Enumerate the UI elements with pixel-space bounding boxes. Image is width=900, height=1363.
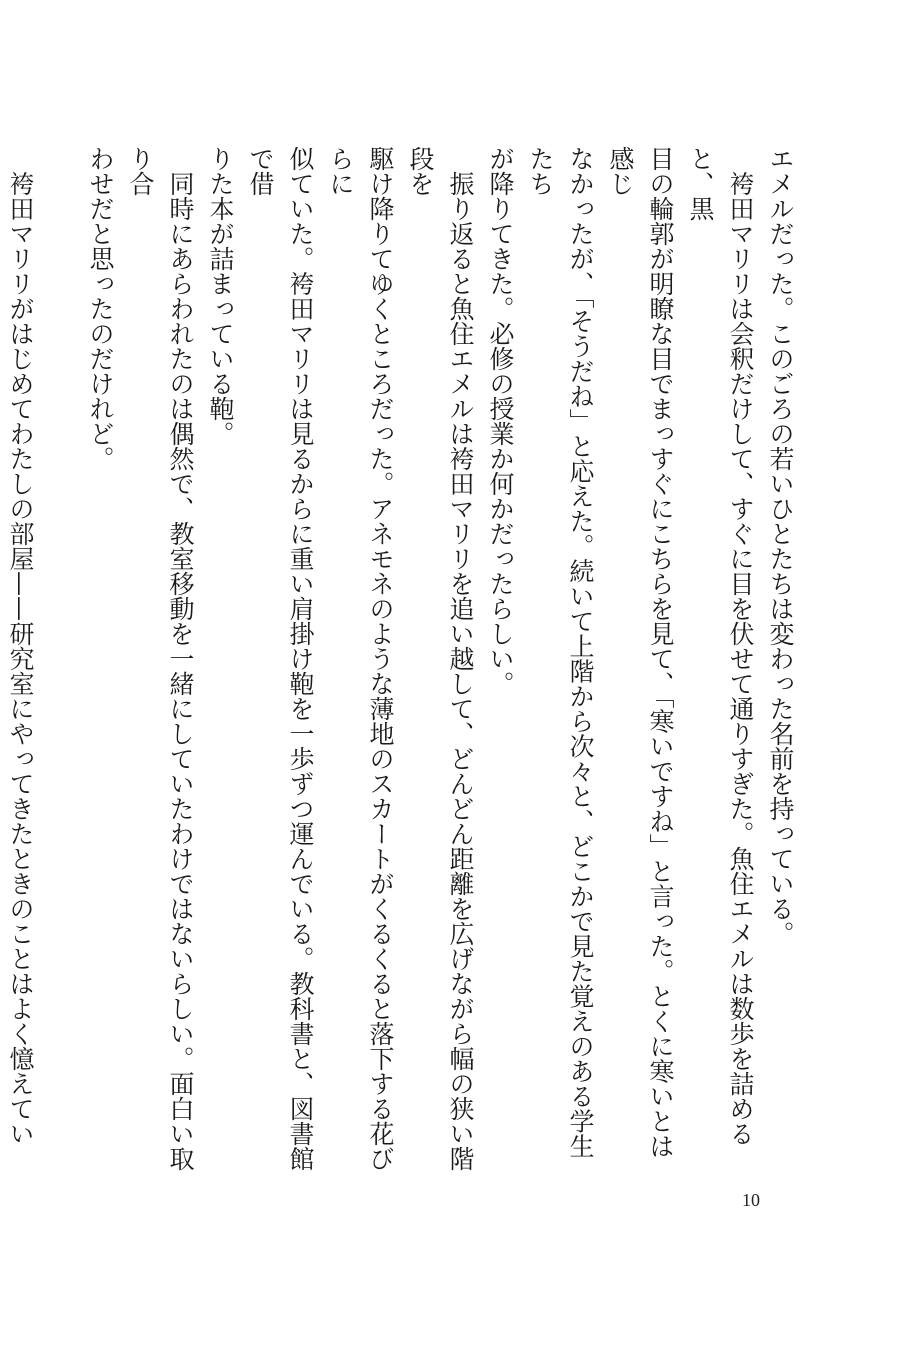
section-gap <box>40 146 80 1176</box>
text-line-8: 似ていた。袴田マリリは見るからに重い肩掛け鞄を一歩ずつ運んでいる。教科書と、図書館で借 <box>246 146 315 1171</box>
text-line-2: 袴田マリリは会釈だけして、すぐに目を伏せて通りすぎた。魚住エメルは数歩を詰めると、黒 <box>686 146 755 1146</box>
text-line-9: りた本が詰まっている鞄。 <box>206 146 235 446</box>
text-line-1: エメルだった。このごろの若いひとたちは変わった名前を持っている。 <box>766 146 795 946</box>
text-line-7: 駆け降りてゆくところだった。アネモネのような薄地のスカートがくるくると落下する花びらに <box>326 146 395 1171</box>
text-line-4: なかったが、「そうだね」と応えた。続いて上階から次々と、どこかで見た覚えのある学生たち <box>526 146 595 1159</box>
text-line-10: 同時にあらわれたのは偶然で、教室移動を一緒にしていたわけではないらしい。面白い取り合 <box>126 146 195 1171</box>
text-line-12: 袴田マリリがはじめてわたしの部屋——研究室にやってきたときのことはよく憶えてい <box>6 171 35 1146</box>
text-line-3: 目の輪郭が明瞭な目でまっすぐにこちらを見て、「寒いですね」と言った。とくに寒いとは感じ <box>606 146 675 1159</box>
vertical-text-body <box>6 146 800 1176</box>
page-number: 10 <box>742 1190 760 1210</box>
text-line-11: わせだと思ったのだけれど。 <box>86 146 115 471</box>
text-line-6: 振り返ると魚住エメルは袴田マリリを追い越して、どんどん距離を広げながら幅の狭い階段を <box>406 146 475 1171</box>
text-line-5: が降りてきた。必修の授業か何かだったらしい。 <box>486 146 515 696</box>
